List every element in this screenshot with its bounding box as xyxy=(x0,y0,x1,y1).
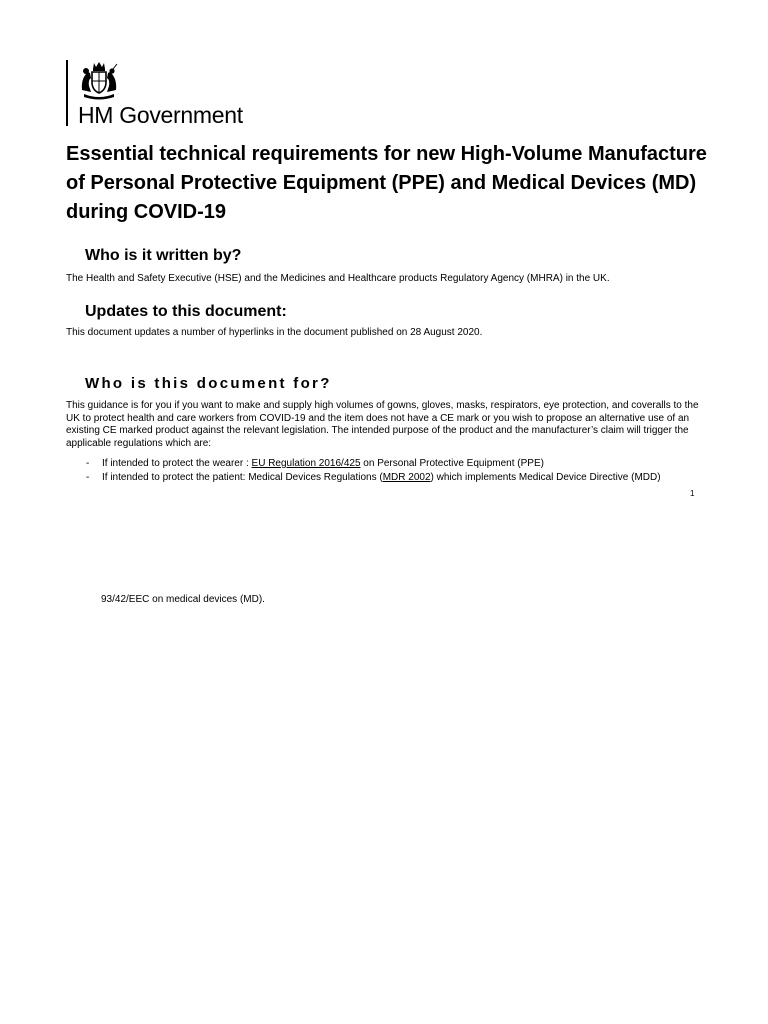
section-body-updates: This document updates a number of hyperlinks in the document published on 28 August 2020. xyxy=(66,327,483,338)
eu-regulation-link[interactable]: EU Regulation 2016/425 xyxy=(251,458,361,469)
logo-text: HM Government xyxy=(78,102,243,128)
bullet-dash: - xyxy=(86,472,90,483)
list-item-text: If intended to protect the patient: Medical Devices Regulations ( xyxy=(102,472,383,483)
list-item xyxy=(66,471,706,485)
royal-crest-icon xyxy=(78,60,120,100)
list-item-text: ) which implements Medical Device Directive (MDD) xyxy=(430,472,661,483)
hm-government-logo xyxy=(66,60,326,128)
list-item xyxy=(66,457,706,471)
section-body-written-by: The Health and Safety Executive (HSE) and the Medicines and Healthcare products Regulatory Agency (MHRA) in the UK. xyxy=(66,273,610,284)
logo-divider xyxy=(66,60,68,126)
section-heading-for-whom: Who is this document for? xyxy=(85,375,332,392)
continuation-text: 93/42/EEC on medical devices (MD). xyxy=(101,594,265,605)
document-title: Essential technical requirements for new High-Volume Manufacture of Personal Protective Equipment (PPE) and Medical Devices (MD) during COVID-19 xyxy=(66,143,707,223)
section-body-for-whom: This guidance is for you if you want to make and supply high volumes of gowns, gloves, masks, respirators, eye protection, and coveralls to the UK to protect health and care workers from COVID-19 and the item does not have a CE mark or you wish to propose an alternative use of an existing CE marked product against the relevant legislation. The intended purpose of the product and the manufacturer’s claim will trigger the applicable regulations which are: xyxy=(66,400,699,449)
page-number: 1 xyxy=(690,489,695,498)
regulations-list xyxy=(66,457,706,485)
mdr-2002-link[interactable]: MDR 2002 xyxy=(382,472,431,483)
list-item-text: If intended to protect the wearer : xyxy=(102,458,252,469)
section-heading-updates: Updates to this document: xyxy=(85,303,287,320)
bullet-dash: - xyxy=(86,458,90,469)
list-item-text: on Personal Protective Equipment (PPE) xyxy=(360,458,544,469)
section-heading-written-by: Who is it written by? xyxy=(85,247,242,264)
